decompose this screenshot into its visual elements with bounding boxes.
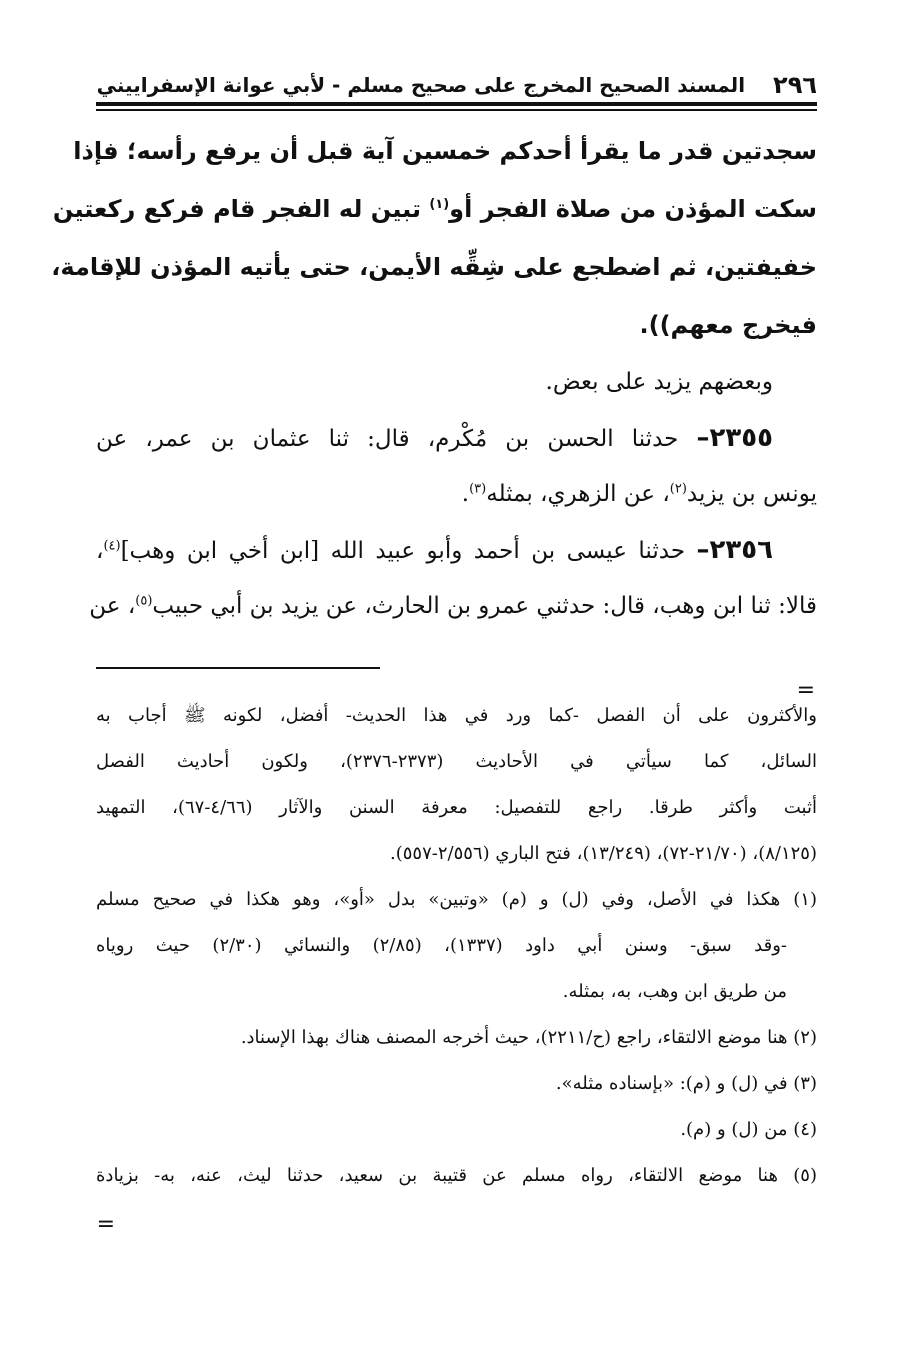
text-span: حدثنا عيسى بن أحمد وأبو عبيد الله [ابن أخي ابن وهب]	[120, 538, 697, 564]
footnote-line: أثبت وأكثر طرقا. راجع للتفصيل: معرفة السنن والآثار (٤/٦٦-٦٧)، التمهيد	[96, 797, 817, 818]
footnote-line: والأكثرون على أن الفصل -كما ورد في هذا الحديث- أفضل، لكونه ﷺ أجاب به	[96, 705, 817, 726]
text-span: سكت المؤذن من صلاة الفجر أو	[449, 195, 817, 223]
page-number: ٢٩٦	[773, 71, 817, 99]
text-line	[96, 410, 817, 466]
footnote-line: (٢) هنا موضع الالتقاء، راجع (ح/٢٢١١)، حيث أخرجه المصنف هناك بهذا الإسناد.	[240, 1027, 817, 1048]
footnote-line: (٣) في (ل) و (م): «بإسناده مثله».	[555, 1073, 817, 1094]
footnote-ref: (٤)	[103, 538, 121, 554]
footnote-line: السائل، كما سيأتي في الأحاديث (٢٣٧٣-٢٣٧٦)، ولكون أحاديث الفصل	[96, 751, 818, 772]
footnote-ref: (٣)	[469, 481, 487, 497]
header-rule-thick	[96, 102, 817, 106]
next-page-marker: =	[96, 1212, 115, 1237]
text-line: فيخرج معهم)).	[639, 311, 817, 339]
text-line: خفيفتين، ثم اضطجع على شِقِّه الأيمن، حتى يأتيه المؤذن للإقامة،	[51, 253, 817, 281]
text-span: ، عن	[89, 593, 136, 619]
footnote-4	[96, 1107, 817, 1153]
footnote-ref: (٢)	[669, 481, 687, 497]
text-span: ، عن الزهري، بمثله	[486, 481, 670, 507]
header-rule-thin	[96, 109, 817, 111]
footnote-separator	[96, 667, 380, 669]
note-line: وبعضهم يزيد على بعض.	[545, 369, 773, 395]
text-span: .	[461, 481, 470, 507]
hadith-number: ٢٣٥٥–	[696, 423, 773, 453]
text-line	[96, 522, 817, 578]
footnote-line: (٤) من (ل) و (م).	[680, 1119, 817, 1140]
footnote-line: (٥) هنا موضع الالتقاء، رواه مسلم عن قتيبة بن سعيد، حدثنا ليث، عنه، به- بزيادة	[96, 1165, 817, 1186]
running-header	[96, 68, 817, 102]
footnote-1	[96, 877, 817, 1015]
main-text	[51, 122, 817, 634]
footnote-line: -وقد سبق- وسنن أبي داود (١٣٣٧)، (٢/٨٥) والنسائي (٢/٣٠) حيث روياه	[96, 935, 787, 956]
footnote-3	[96, 1061, 817, 1107]
footnote-line: من طريق ابن وهب، به، بمثله.	[562, 981, 787, 1002]
text-span: قالا: ثنا ابن وهب، قال: حدثني عمرو بن الحارث، عن يزيد بن أبي حبيب	[152, 593, 817, 619]
text-span: تبين له الفجر قام فركع ركعتين	[52, 195, 430, 223]
text-line	[52, 180, 817, 238]
text-line: سجدتين قدر ما يقرأ أحدكم خمسين آية قبل أن يرفع رأسه؛ فإذا	[73, 137, 817, 165]
footnote-line: (٨/١٢٥)، (٢١/٧٠-٧٢)، (١٣/٢٤٩)، فتح الباري (٢/٥٥٦-٥٥٧).	[390, 843, 817, 864]
footnote-ref: (١)	[429, 197, 450, 212]
footnote-2	[96, 1015, 817, 1061]
footnote-5	[96, 1153, 817, 1199]
footnotes	[96, 693, 817, 1199]
text-span: حدثنا الحسن بن مُكْرم، قال: ثنا عثمان بن عمر، عن	[96, 426, 697, 452]
footnote-line: (١) هكذا في الأصل، وفي (ل) و (م) «وتبين» بدل «أو»، وهو هكذا في صحيح مسلم	[96, 889, 817, 910]
hadith-continuation	[51, 122, 817, 354]
text-span: ،	[96, 538, 104, 564]
book-title: المسند الصحيح المخرج على صحيح مسلم - لأبي عوانة الإسفراييني	[96, 73, 746, 97]
hadith-number: ٢٣٥٦–	[696, 535, 773, 565]
text-line	[89, 578, 817, 634]
footnote-ref: (٥)	[135, 593, 153, 609]
text-span: يونس بن يزيد	[686, 481, 817, 507]
hadith-2356	[89, 522, 817, 634]
hadith-2355	[96, 410, 817, 522]
continuation-marker: =	[796, 678, 815, 703]
text-line	[96, 466, 817, 522]
footnote-continued	[96, 693, 817, 877]
